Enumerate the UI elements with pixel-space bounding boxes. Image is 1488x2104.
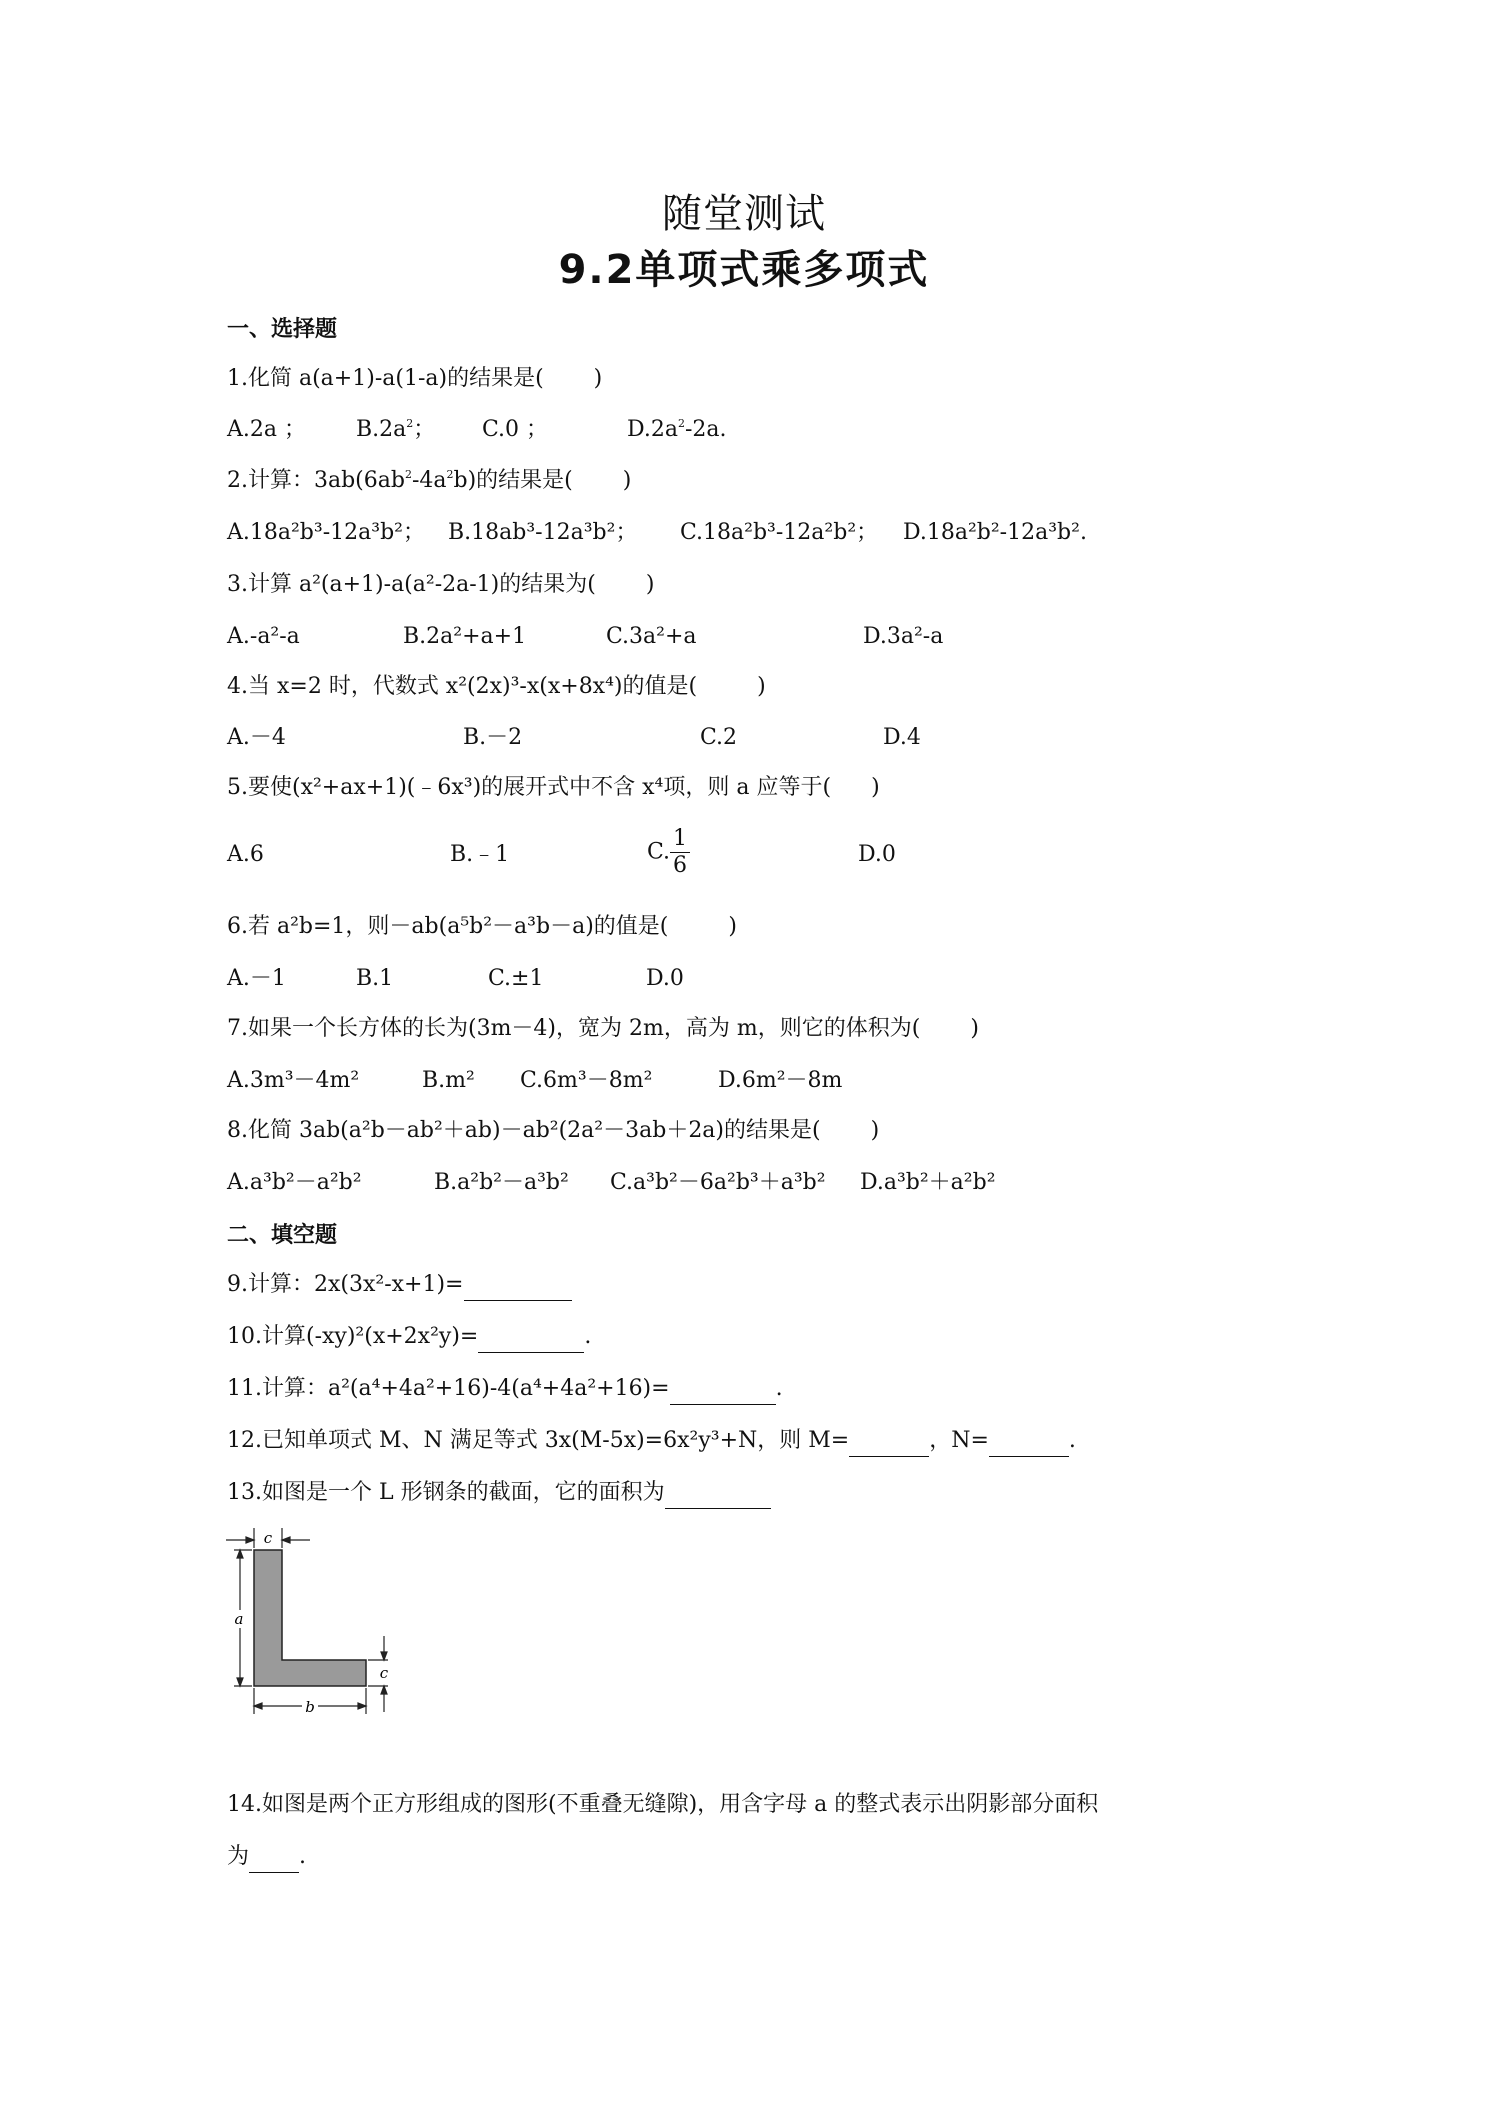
l-shape-figure (226, 1528, 396, 1724)
question-5: 5.要使(x²+ax+1)(﹣6x³)的展开式中不含 x⁴项，则 a 应等于( ) (227, 775, 880, 800)
answer-blank (464, 1270, 572, 1301)
question-13: 13.如图是一个 L 形钢条的截面，它的面积为 (227, 1478, 771, 1509)
q2-option-d: D.18a²b²-12a³b². (903, 520, 1087, 545)
q8-option-d: D.a³b²＋a²b² (860, 1170, 996, 1195)
question-4: 4.当 x=2 时，代数式 x²(2x)³-x(x+8x⁴)的值是( ) (227, 674, 766, 699)
label-c-top: c (263, 1529, 273, 1547)
label-b: b (305, 1698, 315, 1716)
question-3: 3.计算 a²(a+1)-a(a²-2a-1)的结果为( ) (227, 572, 655, 597)
q3-option-c: C.3a²+a (606, 624, 697, 649)
question-14-line-2: 为 . (227, 1842, 306, 1873)
question-6: 6.若 a²b=1，则－ab(a⁵b²－a³b－a)的值是( ) (227, 914, 737, 939)
question-9: 9.计算：2x(3x²-x+1)= (227, 1270, 572, 1301)
q7-option-d: D.6m²－8m (718, 1068, 843, 1093)
q5-option-c: C. $\frac{1}{6}$ (647, 826, 690, 879)
answer-blank (670, 1374, 776, 1405)
q6-option-a: A.－1 (227, 966, 286, 991)
q8-option-c: C.a³b²－6a²b³＋a³b² (610, 1170, 826, 1195)
page-subtitle: 9.2单项式乘多项式 (558, 247, 930, 293)
q4-option-a: A.－4 (227, 725, 286, 750)
q6-option-c: C.±1 (488, 966, 544, 991)
question-1: 1.化简 a(a+1)-a(1-a)的结果是( ) (227, 366, 603, 391)
q6-option-b: B.1 (356, 966, 394, 991)
q7-option-b: B.m² (422, 1068, 475, 1093)
question-12: 12.已知单项式 M、N 满足等式 3x(M-5x)=6x²y³+N，则 M= ，N= . (227, 1426, 1076, 1457)
q5-option-d: D.0 (858, 842, 896, 867)
q1-option-d: $D.2a^2-2a$. (627, 417, 727, 442)
q1-option-c: C.0 ； (482, 417, 549, 442)
q4-option-d: D.4 (883, 725, 921, 750)
l-shape-cross-section (254, 1550, 366, 1686)
answer-blank-m (849, 1426, 929, 1457)
q4-option-b: B.－2 (463, 725, 523, 750)
q8-option-b: B.a²b²－a³b² (434, 1170, 569, 1195)
question-10: 10.计算(-xy)²(x+2x²y)= . (227, 1322, 591, 1353)
fraction-one-sixth: $\frac{1}{6}$ (670, 826, 690, 879)
question-11: 11.计算：a²(a⁴+4a²+16)-4(a⁴+4a²+16)= . (227, 1374, 783, 1405)
answer-blank (665, 1478, 771, 1509)
q3-option-d: D.3a²-a (863, 624, 944, 649)
answer-blank (478, 1322, 584, 1353)
label-a: a (234, 1610, 244, 1628)
q5-option-a: A.6 (227, 842, 264, 867)
label-c-right: c (379, 1664, 389, 1682)
q7-option-a: A.3m³－4m² (227, 1068, 360, 1093)
q1-option-a: A.2a ； (227, 417, 306, 442)
answer-blank-n (989, 1426, 1069, 1457)
q2-option-a: A.18a²b³-12a³b²； (227, 520, 425, 545)
q4-option-c: C.2 (700, 725, 738, 750)
q7-option-c: C.6m³－8m² (520, 1068, 653, 1093)
answer-blank (249, 1842, 299, 1873)
page-title: 随堂测试 (662, 191, 826, 237)
q6-option-d: D.0 (646, 966, 684, 991)
section-choice-heading: 一、选择题 (227, 317, 338, 342)
q2-option-b: B.18ab³-12a³b²； (448, 520, 638, 545)
question-8: 8.化简 3ab(a²b－ab²＋ab)－ab²(2a²－3ab＋2a)的结果是( ) (227, 1118, 880, 1143)
section-fill-heading: 二、填空题 (227, 1223, 338, 1248)
q3-option-a: A.-a²-a (227, 624, 300, 649)
question-2: 2.计算：$3ab(6ab^2-4a^2b)$的结果是( ) (227, 468, 632, 493)
question-14: 14.如图是两个正方形组成的图形(不重叠无缝隙)，用含字母 a 的整式表示出阴影部分面积 (227, 1792, 1099, 1817)
q2-option-c: C.18a²b³-12a²b²； (680, 520, 879, 545)
question-7: 7.如果一个长方体的长为(3m－4)，宽为 2m，高为 m，则它的体积为( ) (227, 1016, 979, 1041)
q3-option-b: B.2a²+a+1 (403, 624, 527, 649)
q8-option-a: A.a³b²－a²b² (227, 1170, 362, 1195)
q1-option-b: $B.2a^2$； (356, 417, 436, 442)
q5-option-b: B.﹣1 (450, 842, 510, 867)
